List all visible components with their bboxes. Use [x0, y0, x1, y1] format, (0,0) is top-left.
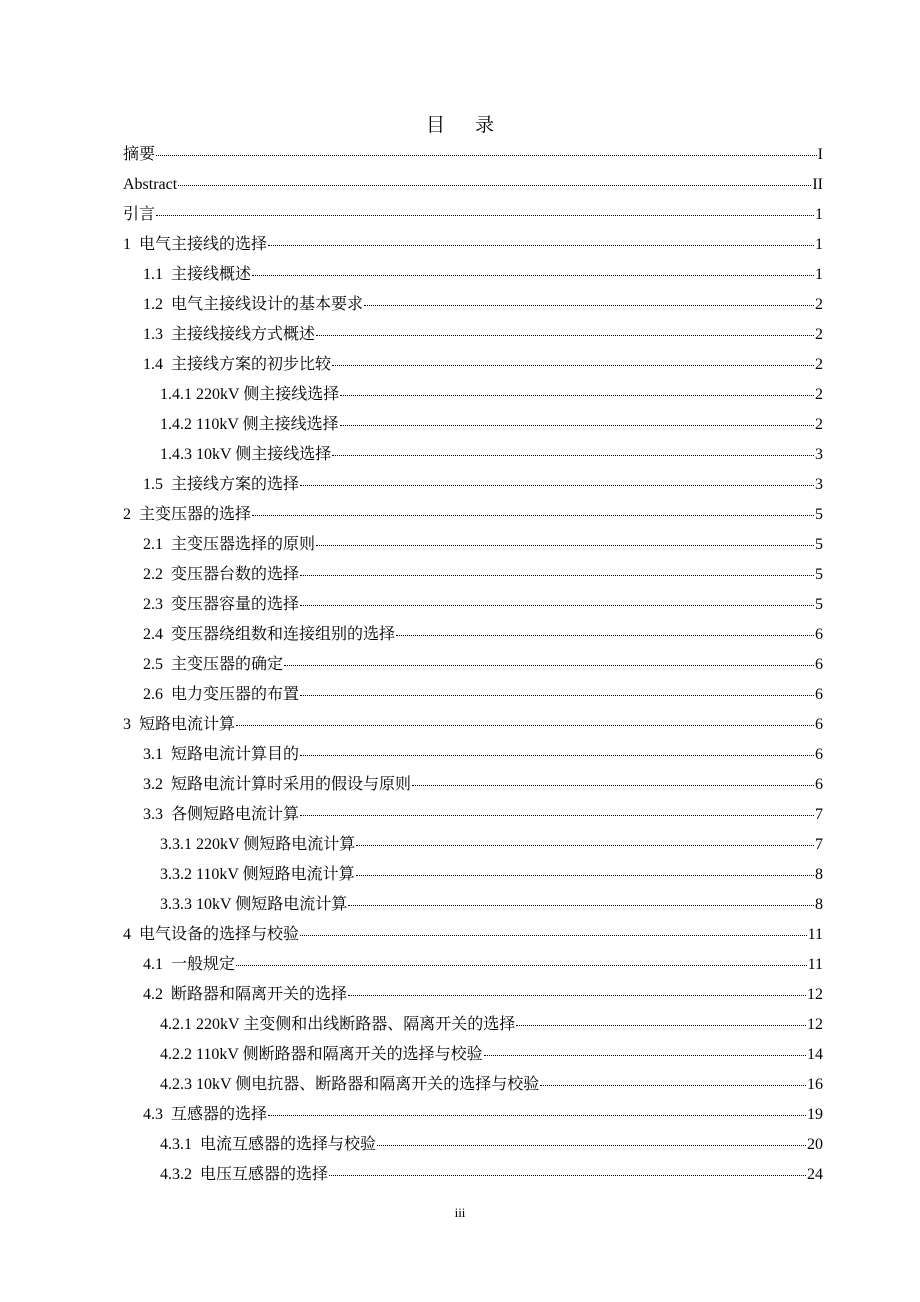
toc-entry-title: 电气主接线的选择 [139, 236, 268, 253]
toc-entry-page: 2 [815, 296, 823, 313]
dot-leader [300, 605, 814, 606]
toc-entry-number: 2.3 [143, 596, 163, 613]
toc-entry[interactable] [123, 410, 823, 440]
toc-entry-title: 主接线概述 [171, 266, 252, 283]
toc-entry-title: 摘要 [123, 146, 156, 163]
toc-entry-page: 1 [815, 206, 823, 223]
dot-leader [484, 1055, 806, 1056]
toc-entry-title: 主接线接线方式概述 [171, 326, 316, 343]
toc-entry-page: 3 [815, 446, 823, 463]
toc-entry[interactable] [123, 500, 823, 530]
toc-entry-page: 1 [815, 266, 823, 283]
toc-entry-number: 4 [123, 926, 131, 943]
toc-entry[interactable] [123, 770, 823, 800]
dot-leader [356, 875, 814, 876]
toc-entry[interactable] [123, 170, 823, 200]
toc-entry-page: 2 [815, 326, 823, 343]
toc-entry-page: 7 [815, 806, 823, 823]
toc-entry[interactable] [123, 680, 823, 710]
toc-entry-page: 8 [815, 866, 823, 883]
toc-entry-number: 3 [123, 716, 131, 733]
toc-entry-page: 19 [807, 1106, 823, 1123]
toc-entry-page: 24 [807, 1166, 823, 1183]
dot-leader [332, 365, 814, 366]
toc-entry-number: 4.2 [143, 986, 163, 1003]
toc-entry-title: 4.2.3 10kV 侧电抗器、断路器和隔离开关的选择与校验 [160, 1076, 540, 1093]
toc-entry-number: 3.3 [143, 806, 163, 823]
toc-entry-title: 短路电流计算 [139, 716, 236, 733]
toc-entry-page: 5 [815, 536, 823, 553]
toc-entry-title: 变压器台数的选择 [171, 566, 300, 583]
toc-entry[interactable] [123, 1160, 823, 1190]
toc-entry-page: 20 [807, 1136, 823, 1153]
toc-entry[interactable] [123, 650, 823, 680]
toc-entry-number: 2.2 [143, 566, 163, 583]
toc-entry-page: 11 [807, 926, 823, 943]
toc-entry-title: 3.3.3 10kV 侧短路电流计算 [160, 896, 348, 913]
toc-entry-number: 3.2 [143, 776, 163, 793]
dot-leader [268, 245, 814, 246]
dot-leader [348, 995, 806, 996]
toc-entry[interactable] [123, 1070, 823, 1100]
toc-entry-page: 2 [815, 356, 823, 373]
toc-entry-title: 短路电流计算时采用的假设与原则 [171, 776, 412, 793]
toc-entry-number: 1 [123, 236, 131, 253]
toc-entry[interactable] [123, 1130, 823, 1160]
toc-entry[interactable] [123, 350, 823, 380]
toc-entry[interactable] [123, 260, 823, 290]
toc-entry-title: 4.2.2 110kV 侧断路器和隔离开关的选择与校验 [160, 1046, 483, 1063]
toc-entry-page: 1 [815, 236, 823, 253]
toc-entry-number: 4.1 [143, 956, 163, 973]
toc-entry[interactable] [123, 440, 823, 470]
toc-entry[interactable] [123, 830, 823, 860]
dot-leader [284, 665, 814, 666]
toc-entry-title: 引言 [123, 206, 156, 223]
toc-entry[interactable] [123, 620, 823, 650]
toc-entry-number: 1.4 [143, 356, 163, 373]
toc-entry[interactable] [123, 200, 823, 230]
page-number-footer: iii [454, 1205, 466, 1220]
toc-entry-page: 2 [815, 416, 823, 433]
toc-entry-number: 1.1 [143, 266, 163, 283]
toc-entry-title: 短路电流计算目的 [171, 746, 300, 763]
toc-entry-page: 6 [815, 686, 823, 703]
dot-leader [412, 785, 814, 786]
toc-entry-title: 电气主接线设计的基本要求 [171, 296, 364, 313]
dot-leader [377, 1145, 806, 1146]
toc-entry-title: 电压互感器的选择 [200, 1166, 329, 1183]
dot-leader [396, 635, 814, 636]
toc-entry-title: 主变压器选择的原则 [171, 536, 316, 553]
dot-leader [364, 305, 814, 306]
toc-entry-page: 6 [815, 716, 823, 733]
toc-entry-page: 6 [815, 656, 823, 673]
toc-entry-number: 4.3.2 [160, 1166, 192, 1183]
dot-leader [329, 1175, 806, 1176]
toc-entry-title: 电气设备的选择与校验 [139, 926, 300, 943]
dot-leader [516, 1025, 806, 1026]
dot-leader [356, 845, 814, 846]
toc-entry-title: 4.2.1 220kV 主变侧和出线断路器、隔离开关的选择 [160, 1016, 516, 1033]
toc-entry-page: 8 [815, 896, 823, 913]
toc-entry-title: 变压器容量的选择 [171, 596, 300, 613]
toc-entry-page: 5 [815, 566, 823, 583]
toc-entry-title: 断路器和隔离开关的选择 [171, 986, 348, 1003]
toc-entry-page: 16 [807, 1076, 823, 1093]
dot-leader [540, 1085, 806, 1086]
toc-entry-number: 2 [123, 506, 131, 523]
dot-leader [236, 965, 807, 966]
dot-leader [348, 905, 814, 906]
toc-entry-title: 1.4.2 110kV 侧主接线选择 [160, 416, 339, 433]
dot-leader [340, 425, 814, 426]
toc-entry[interactable] [123, 1100, 823, 1130]
toc-entry[interactable] [123, 380, 823, 410]
toc-entry-page: 6 [815, 626, 823, 643]
toc-entry-title: 3.3.1 220kV 侧短路电流计算 [160, 836, 356, 853]
toc-entry-number: 2.6 [143, 686, 163, 703]
toc-entry[interactable] [123, 740, 823, 770]
toc-title-left: 目 [425, 115, 445, 136]
toc-entry-page: II [812, 176, 823, 193]
toc-entry-number: 1.2 [143, 296, 163, 313]
toc-entry-number: 1.5 [143, 476, 163, 493]
toc-entry-page: 5 [815, 596, 823, 613]
toc-entry-page: 12 [807, 986, 823, 1003]
toc-entry-page: 12 [807, 1016, 823, 1033]
toc-entry-number: 4.3 [143, 1106, 163, 1123]
toc-entry-title: 3.3.2 110kV 侧短路电流计算 [160, 866, 355, 883]
dot-leader [252, 515, 814, 516]
toc-entry[interactable] [123, 560, 823, 590]
dot-leader [300, 815, 814, 816]
dot-leader [236, 725, 814, 726]
table-of-contents [123, 140, 823, 1190]
toc-entry[interactable] [123, 950, 823, 980]
toc-entry-page: 5 [815, 506, 823, 523]
dot-leader [340, 395, 814, 396]
toc-entry[interactable] [123, 920, 823, 950]
dot-leader [316, 545, 814, 546]
toc-entry-page: 6 [815, 746, 823, 763]
toc-entry-title: Abstract [123, 176, 178, 193]
dot-leader [300, 485, 814, 486]
toc-entry-title: 主接线方案的选择 [171, 476, 300, 493]
toc-entry[interactable] [123, 710, 823, 740]
toc-entry-page: 3 [815, 476, 823, 493]
toc-entry[interactable] [123, 530, 823, 560]
toc-entry[interactable] [123, 1010, 823, 1040]
toc-entry-title: 各侧短路电流计算 [171, 806, 300, 823]
dot-leader [156, 215, 814, 216]
dot-leader [316, 335, 814, 336]
toc-title-right: 录 [475, 115, 495, 136]
toc-entry-page: 14 [807, 1046, 823, 1063]
toc-entry-number: 1.3 [143, 326, 163, 343]
toc-entry-number: 2.4 [143, 626, 163, 643]
toc-entry-title: 电力变压器的布置 [171, 686, 300, 703]
toc-entry-page: 2 [815, 386, 823, 403]
toc-entry[interactable] [123, 290, 823, 320]
toc-entry-title: 1.4.1 220kV 侧主接线选择 [160, 386, 340, 403]
toc-entry-number: 4.3.1 [160, 1136, 192, 1153]
toc-entry[interactable] [123, 590, 823, 620]
toc-entry-title: 一般规定 [171, 956, 236, 973]
dot-leader [332, 455, 814, 456]
toc-entry-title: 主接线方案的初步比较 [171, 356, 332, 373]
toc-entry-page: 6 [815, 776, 823, 793]
toc-entry-title: 主变压器的选择 [139, 506, 252, 523]
toc-entry-number: 2.1 [143, 536, 163, 553]
dot-leader [300, 575, 814, 576]
toc-entry-number: 2.5 [143, 656, 163, 673]
toc-entry[interactable] [123, 980, 823, 1010]
toc-entry-number: 3.1 [143, 746, 163, 763]
dot-leader [300, 695, 814, 696]
toc-entry[interactable] [123, 860, 823, 890]
toc-entry-title: 主变压器的确定 [171, 656, 284, 673]
toc-entry[interactable] [123, 230, 823, 260]
toc-entry-page: 7 [815, 836, 823, 853]
toc-entry[interactable] [123, 140, 823, 170]
toc-entry-title: 变压器绕组数和连接组别的选择 [171, 626, 396, 643]
toc-entry-page: I [817, 146, 823, 163]
dot-leader [252, 275, 814, 276]
dot-leader [156, 155, 817, 156]
toc-entry-title: 电流互感器的选择与校验 [200, 1136, 377, 1153]
dot-leader [300, 935, 807, 936]
toc-entry-title: 1.4.3 10kV 侧主接线选择 [160, 446, 332, 463]
toc-entry-title: 互感器的选择 [171, 1106, 268, 1123]
toc-entry[interactable] [123, 470, 823, 500]
toc-entry[interactable] [123, 320, 823, 350]
dot-leader [300, 755, 814, 756]
toc-entry[interactable] [123, 1040, 823, 1070]
dot-leader [268, 1115, 806, 1116]
dot-leader [178, 185, 811, 186]
toc-title [0, 110, 920, 137]
toc-entry-page: 11 [807, 956, 823, 973]
toc-entry[interactable] [123, 890, 823, 920]
toc-entry[interactable] [123, 800, 823, 830]
